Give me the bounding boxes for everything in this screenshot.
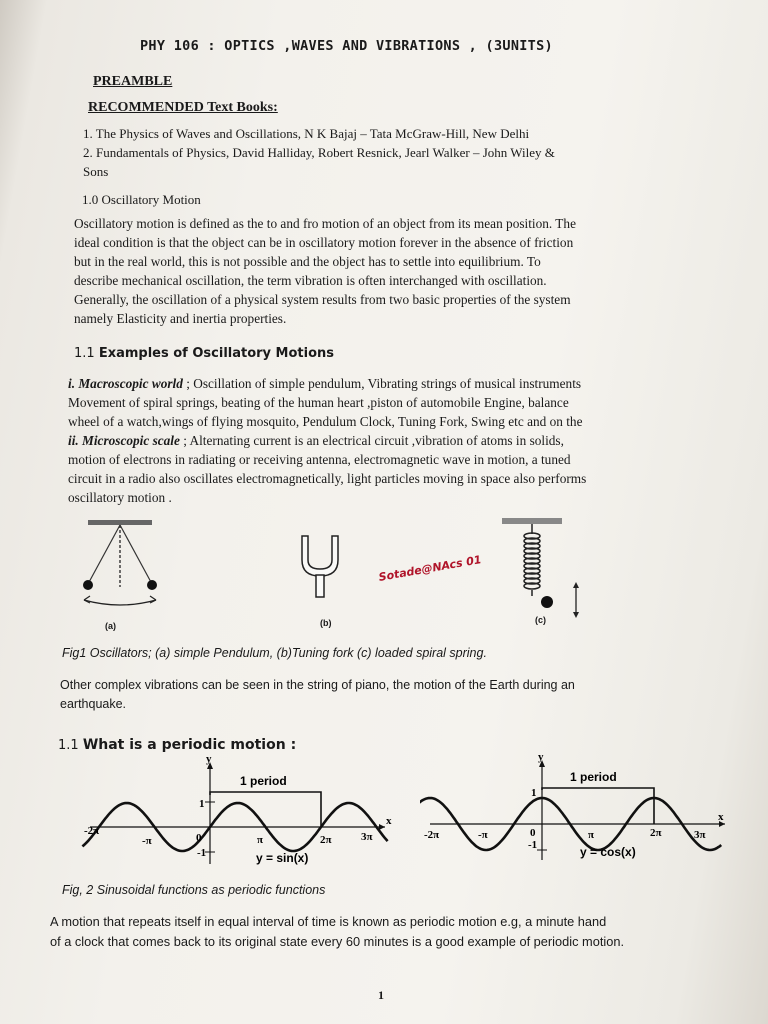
paragraph-line: ; Oscillation of simple pendulum, Vibrating strings of musical instruments [182, 376, 582, 391]
paragraph-line: Oscillatory motion is defined as the to and fro motion of an object from its mean position. The [74, 216, 576, 231]
figure-1-caption: Fig1 Oscillators; (a) simple Pendulum, (b)Tuning fork (c) loaded spiral spring. [62, 646, 487, 660]
tick-label: -π [142, 835, 152, 847]
paragraph-line: ; Alternating current is an electrical circuit ,vibration of atoms in solids, [179, 433, 564, 448]
paragraph-line: oscillatory motion . [68, 490, 172, 505]
tick-label: 3π [694, 829, 706, 841]
periodic-motion-text [50, 912, 624, 952]
tick-label: 3π [361, 831, 373, 843]
tick-label: 1 [199, 798, 205, 810]
tick-label: -π [478, 829, 488, 841]
period-label: 1 period [570, 770, 617, 784]
oscillators-figure [60, 512, 620, 632]
book-item-1: 1. The Physics of Waves and Oscillations, N K Bajaj – Tata McGraw-Hill, New Delhi [83, 126, 530, 141]
section-1-paragraph [74, 214, 710, 328]
paragraph-line: Movement of spiral springs, beating of the human heart ,piston of automobile Engine, balance [68, 395, 569, 410]
paragraph-line: A motion that repeats itself in equal interval of time is known as periodic motion e.g, a minute hand [50, 914, 607, 929]
section-3-heading [58, 737, 296, 753]
tick-label: 1 [531, 787, 537, 799]
section-number: 1.1 [58, 738, 79, 753]
figure-label-c: (c) [535, 615, 546, 625]
section-2-heading [74, 346, 334, 361]
y-axis-label: y [206, 753, 212, 765]
section-title: What is a periodic motion : [82, 737, 297, 753]
pendulum-illustration [83, 520, 157, 605]
sine-graph [80, 752, 400, 877]
paragraph-line: namely Elasticity and inertia properties. [74, 311, 287, 326]
tick-label: -2π [84, 825, 100, 837]
x-axis-label: x [718, 811, 724, 823]
preamble-heading: PREAMBLE [93, 74, 173, 89]
page-number: 1 [378, 988, 384, 1002]
y-axis-label: y [538, 752, 544, 763]
paragraph-line: wheel of a watch,wings of flying mosquito, Pendulum Clock, Tuning Fork, Swing etc and on the [68, 414, 583, 429]
micro-label: ii. Microscopic scale [68, 433, 180, 448]
tick-label: -1 [528, 839, 538, 851]
section-number: 1.1 [74, 346, 95, 361]
period-bracket [542, 788, 654, 824]
section-1-heading: 1.0 Oscillatory Motion [82, 192, 201, 207]
handwritten-signature: Sotade@NAcs 01 [377, 553, 483, 584]
cosine-graph [420, 752, 740, 877]
figure-label-b: (b) [320, 618, 332, 628]
tick-label: 2π [650, 827, 662, 839]
paragraph-line: Other complex vibrations can be seen in the string of piano, the motion of the Earth during an [60, 678, 575, 692]
tick-label: π [257, 834, 264, 846]
section-2-paragraph [68, 374, 704, 507]
books-heading: RECOMMENDED Text Books: [88, 100, 278, 115]
figure-2-caption: Fig, 2 Sinusoidal functions as periodic functions [62, 883, 326, 897]
paragraph-line: motion of electrons in radiating or receiving antenna, electromagnetic wave in motion, a tuned [68, 452, 571, 467]
period-bracket [210, 792, 321, 827]
tick-label: -2π [424, 829, 440, 841]
x-axis-label: x [386, 815, 392, 827]
tuning-fork-illustration [302, 536, 338, 597]
book-item-2-cont: Sons [83, 164, 109, 179]
paragraph-line: describe mechanical oscillation, the term vibration is often interchanged with oscillation. [74, 273, 547, 288]
book-item-2: 2. Fundamentals of Physics, David Halliday, Robert Resnick, Jearl Walker – John Wiley & [83, 145, 555, 160]
tick-label: -1 [197, 847, 207, 859]
paragraph-line: ideal condition is that the object can be in oscillatory motion forever in the absence of friction [74, 235, 574, 250]
macro-label: i. Macroscopic world [68, 376, 183, 391]
tick-label: 0 [530, 827, 536, 839]
tick-label: 2π [320, 834, 332, 846]
complex-vibrations-text [60, 676, 575, 714]
page-title: PHY 106 : OPTICS ,WAVES AND VIBRATIONS , (3UNITS) [140, 38, 553, 54]
spring-illustration [502, 518, 579, 618]
tick-label: π [588, 829, 595, 841]
equation-label: y = cos(x) [580, 845, 636, 859]
paragraph-line: of a clock that comes back to its original state every 60 minutes is a good example of periodic motion. [50, 934, 625, 949]
tick-label: 0 [196, 832, 202, 844]
paragraph-line: earthquake. [60, 697, 127, 711]
paragraph-line: Generally, the oscillation of a physical system results from two basic properties of the system [74, 292, 571, 307]
paragraph-line: but in the real world, this is not possible and the object has to settle into equilibrium. To [74, 254, 541, 269]
equation-label: y = sin(x) [256, 851, 309, 865]
section-title: Examples of Oscillatory Motions [98, 346, 335, 361]
period-label: 1 period [240, 774, 287, 788]
figure-label-a: (a) [105, 621, 116, 631]
paragraph-line: circuit in a radio also oscillates electromagnetically, light particles moving in space also performs [68, 471, 587, 486]
